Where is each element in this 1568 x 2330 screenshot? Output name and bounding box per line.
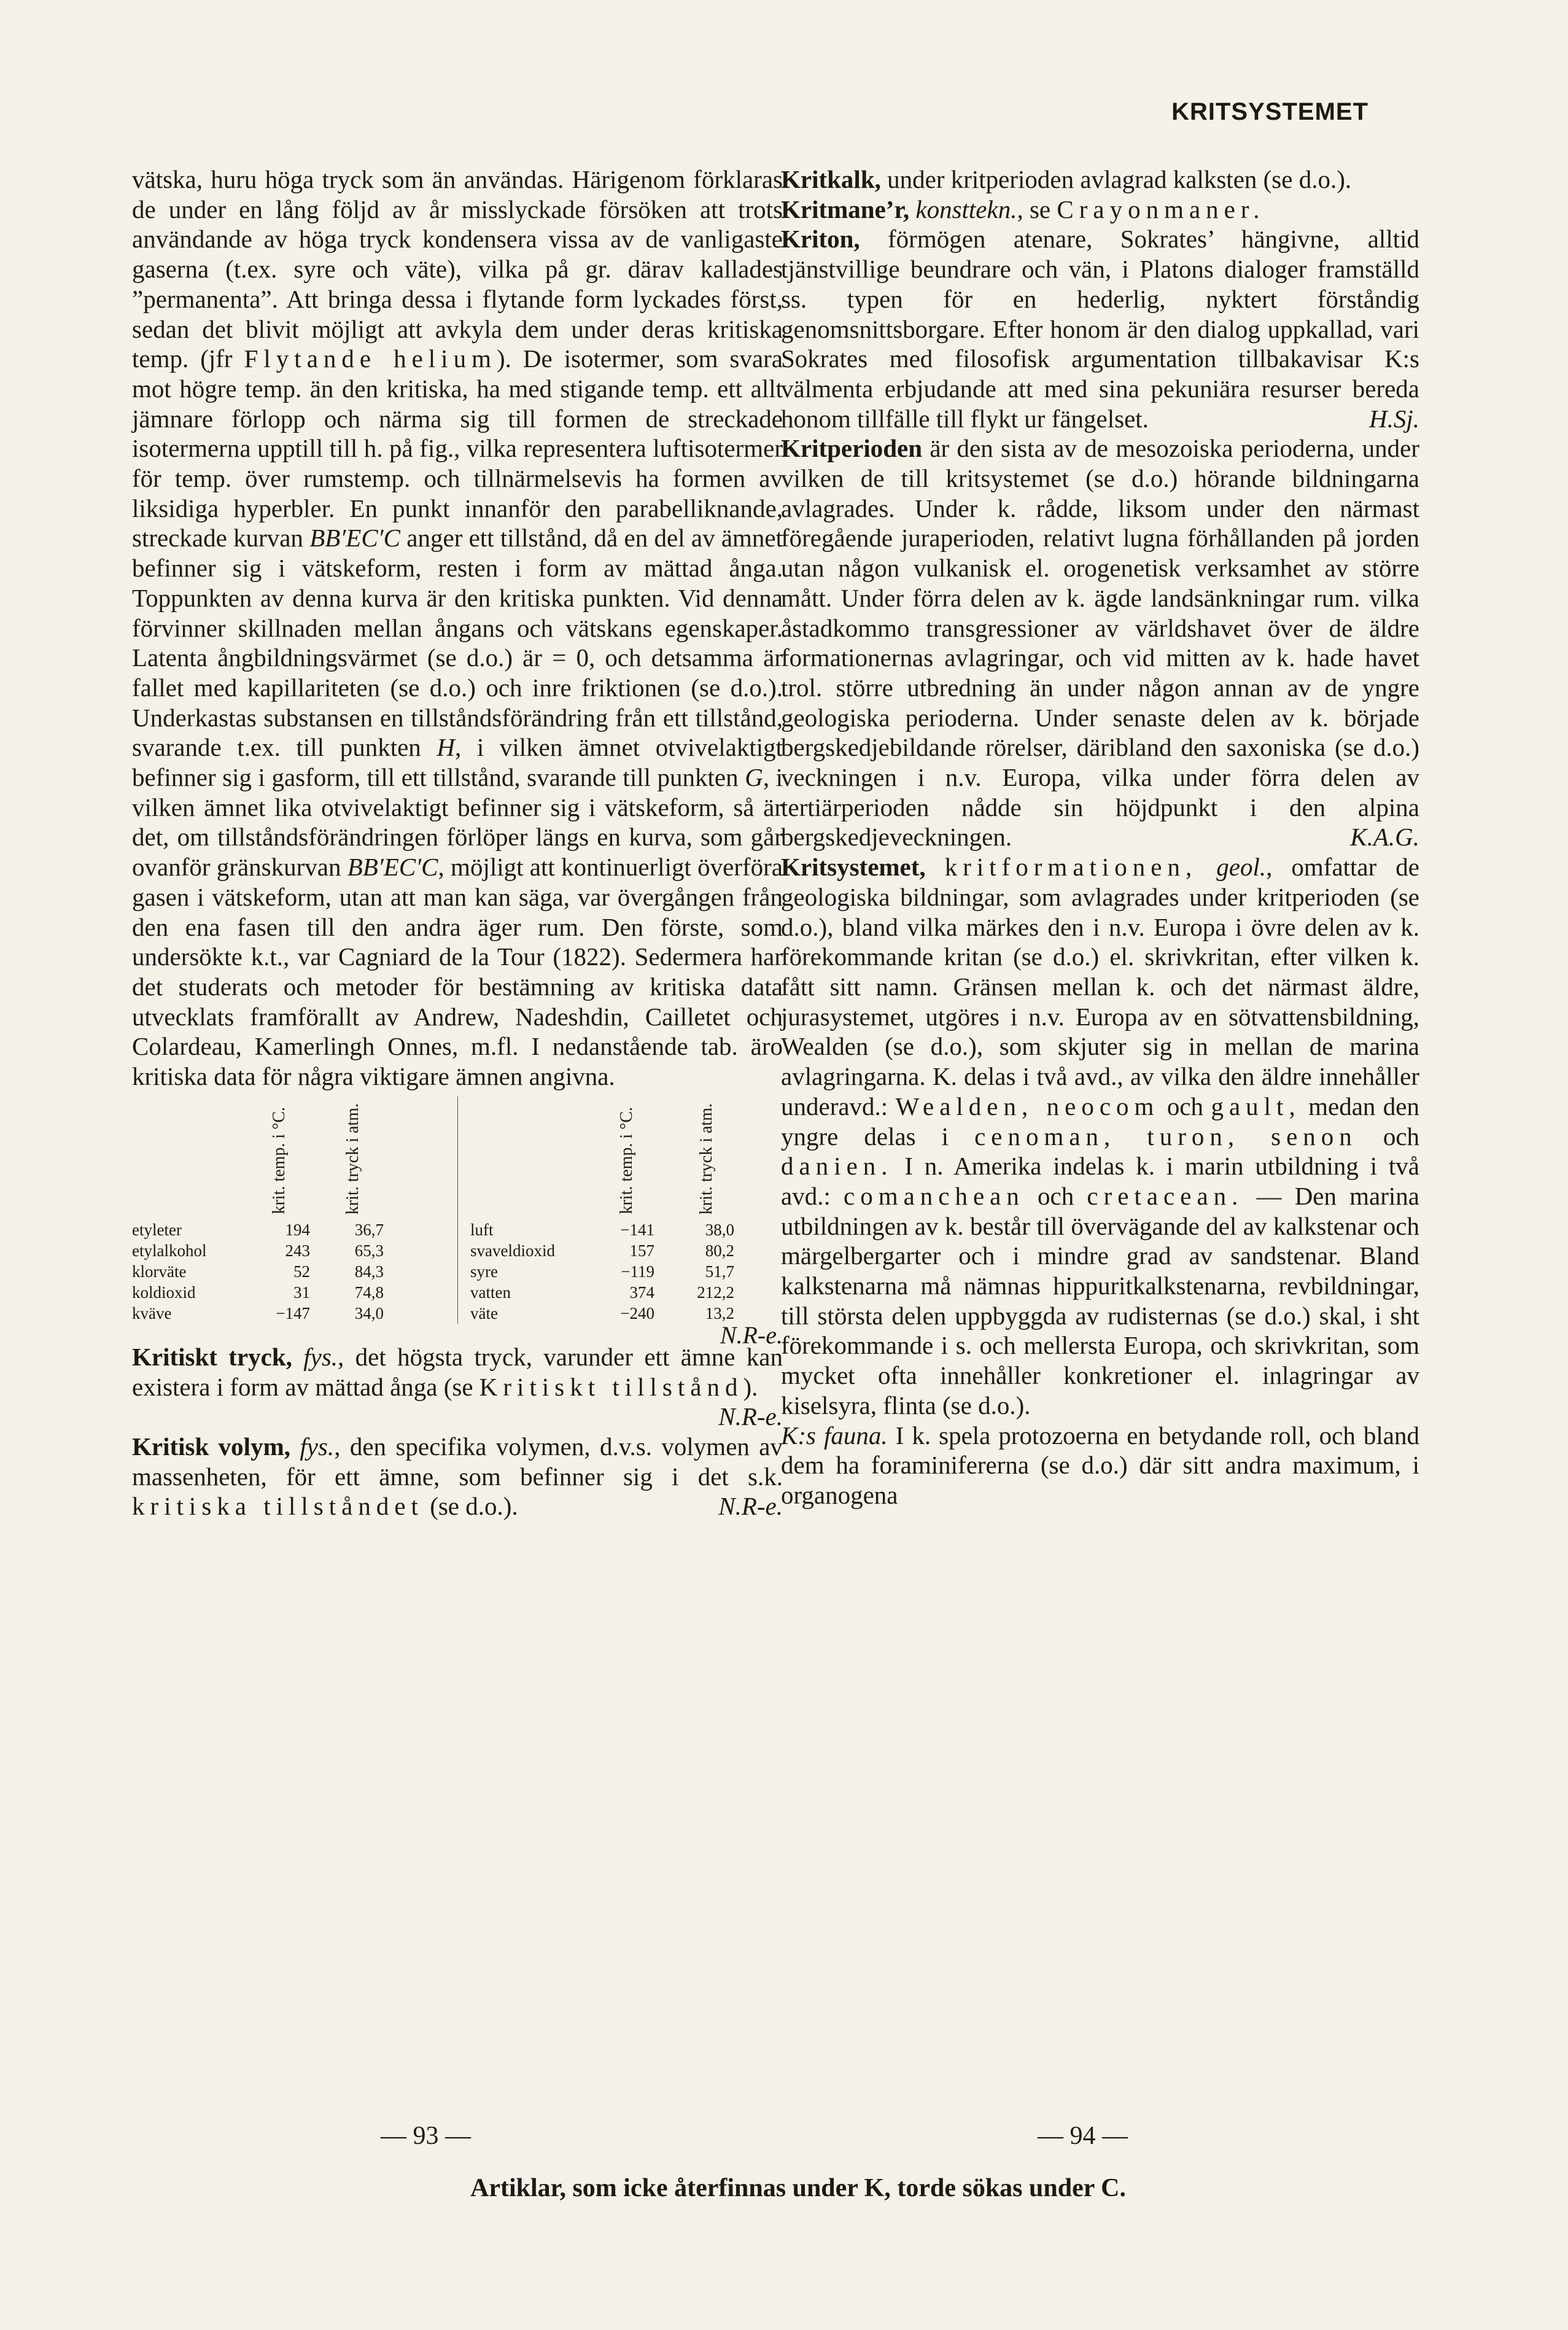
table-row: etyleter 194 36,7 xyxy=(132,1220,384,1239)
entry-kriton: Kriton, förmögen atenare, Sokrates’ hängivne, alltid tjänstvillige beundrare och vän, i Platons dialoger framställd ss. typen för en hederlig, nyktert förståndig genomsnittsborgare. Efter honom är den dialog uppkallad, vari Sokrates med filosofisk argumentation tillbakavisar K:s välmenta erbjudande att med sina pekuniära resurser bereda honom tillfälle till flykt ur fängelset. H.Sj. xyxy=(781,225,1419,433)
author-signature: K.A.G. xyxy=(1350,823,1419,852)
critical-data-table-1 xyxy=(132,1097,433,1324)
table-row: kväve −147 34,0 xyxy=(132,1303,384,1322)
right-column xyxy=(781,165,1419,1510)
critical-data-tables xyxy=(132,1097,783,1349)
table-row: väte −240 13,2 xyxy=(470,1303,734,1322)
entry-kritiskt-tryck: Kritiskt tryck, fys., det högsta tryck, varunder ett ämne kan existera i form av mättad ånga (se Kritiskt tillstånd). N.R-e. xyxy=(132,1342,783,1431)
entry-fauna: K:s fauna. I k. spela protozoerna en betydande roll, och bland dem ha foraminifererna (se d.o.) där sitt andra maximum, i organogena xyxy=(781,1421,1420,1509)
left-column xyxy=(132,165,783,1521)
table-row: syre −119 51,7 xyxy=(470,1262,734,1281)
table-row: svaveldioxid 157 80,2 xyxy=(470,1241,734,1260)
column-header-pressure: krit. tryck i atm. xyxy=(697,1103,716,1214)
left-paragraph: vätska, huru höga tryck som än användas. Härigenom förklaras de under en lång följd av år misslyckade försöken att trots användande av höga tryck kondensera vissa av de vanligaste gaserna (t.ex. syre och väte), vilka på gr. därav kallades ”permanenta”. Att bringa dessa i flytande form lyckades först, sedan det blivit möjligt att avkyla dem under deras kritiska temp. (jfr Flytande helium). De isotermer, som svara mot högre temp. än den kritiska, ha med stigande temp. ett allt jämnare förlopp och närma sig till formen de streckade isotermerna upptill till h. på fig., vilka representera luftisotermer för temp. över rumstemp. och tillnärmelsevis ha formen av liksidiga hyperbler. En punkt innanför den parabelliknande, streckade kurvan BB′EC′C anger ett tillstånd, då en del av ämnet befinner sig i vätskeform, resten i form av mättad ånga. Toppunkten av denna kurva är den kritiska punkten. Vid denna förvinner skillnaden mellan ångans och vätskans egenskaper. Latenta ångbildningsvärmet (se d.o.) är = 0, och detsamma är fallet med kapillariteten (se d.o.) och inre friktionen (se d.o.). Underkastas substansen en tillståndsförändring från ett tillstånd, svarande t.ex. till punkten H, i vilken ämnet otvivelaktigt befinner sig i gasform, till ett tillstånd, svarande till punkten G, i vilken ämnet lika otvivelaktigt befinner sig i vätskeform, så är det, om tillståndsförändringen förlöper längs en kurva, som går ovanför gränskurvan BB′EC′C, möjligt att kontinuerligt överföra gasen i vätskeform, utan att man kan säga, var övergången från den ena fasen till den andra äger rum. Den förste, som undersökte k.t., var Cagniard de la Tour (1822). Sedermera har det studerats och metoder för bestämning av kritiska data utvecklats framförallt av Andrew, Nadeshdin, Cailletet och Colardeau, Kamerlingh Onnes, m.fl. I nedanstående tab. äro kritiska data för några viktigare ämnen angivna. xyxy=(132,165,783,1091)
table-row: vatten 374 212,2 xyxy=(470,1283,734,1302)
column-header-temp: krit. temp. i °C. xyxy=(617,1107,636,1214)
running-head: KRITSYSTEMET xyxy=(1171,98,1368,125)
entry-kritperioden: Kritperioden är den sista av de mesozoiska perioderna, under vilken de till kritsystemet (se d.o.) hörande bildningarna avlagrades. Under k. rådde, liksom under den närmast föregående juraperioden, relativt lugna förhållanden på jorden utan någon vulkanisk el. orogenetisk verksamhet av större mått. Under förra delen av k. ägde landsänkningar rum. vilka åstadkommo transgressioner av världshavet över de äldre formationernas avlagringar, och vid mitten av k. hade havet trol. större utbredning än under någon annan av de yngre geologiska perioderna. Under senaste delen av k. började bergskedjebildande rörelser, däribland den saxoniska (se d.o.) veckningen i n.v. Europa, vilka under förra delen av tertiärperioden nådde sin höjdpunkt i den alpina bergskedjeveckningen. K.A.G. xyxy=(781,434,1420,852)
page-number-left: — 93 — xyxy=(381,2122,471,2150)
page-number-right: — 94 — xyxy=(1038,2122,1128,2150)
entry-kritisk-volym: Kritisk volym, fys., den specifika volymen, d.v.s. volymen av massenheten, för ett ämne, som befinner sig i det s.k. kritiska tillståndet (se d.o.). N.R-e. xyxy=(132,1432,783,1521)
table-signature: N.R-e. xyxy=(720,1321,783,1349)
column-header-temp: krit. temp. i °C. xyxy=(270,1107,289,1214)
author-signature: H.Sj. xyxy=(1369,404,1419,433)
footer-note: Artiklar, som icke återfinnas under K, torde sökas under C. xyxy=(470,2174,1126,2202)
entry-kritsystemet: Kritsystemet, kritformationen, geol., omfattar de geologiska bildningar, som avlagrades under kritperioden (se d.o.), bland vilka märkes den i n.v. Europa i övre delen av k. förekommande kritan (se d.o.) el. skrivkritan, efter vilken k. fått sitt namn. Gränsen mellan k. och det närmast äldre, jurasystemet, utgöres i n.v. Europa av en sötvattensbildning, Wealden (se d.o.), som skjuter sig in mellan de marina avlagringarna. K. delas i två avd., av vilka den äldre innehåller underavd.: Wealden, neocom och gault, medan den yngre delas i cenoman, turon, senon och danien. I n. Amerika indelas k. i marin utbildning i två avd.: comanchean och cretacean. — Den marina utbildningen av k. består till övervägande del av kalkstenar och märgelbergarter och i mindre grad av sandstenar. Bland kalkstenarna må nämnas hippuritkalkstenarna, revbildningar, till största delen uppbyggda av rudisternas (se d.o.) skal, i sht förekommande i s. och mellersta Europa, och skrivkritan, som mycket ofta innehåller konkretioner el. inlagringar av kiselsyra, flinta (se d.o.). xyxy=(781,853,1420,1419)
table-row: koldioxid 31 74,8 xyxy=(132,1283,384,1302)
table-row: klorväte 52 84,3 xyxy=(132,1262,384,1281)
critical-data-table-2 xyxy=(457,1097,796,1324)
entry-kritmaner: Kritmane’r, konsttekn., se Crayonmaner. xyxy=(781,195,1265,223)
table-row: etylalkohol 243 65,3 xyxy=(132,1241,384,1260)
column-header-pressure: krit. tryck i atm. xyxy=(343,1103,362,1214)
entry-kritkalk: Kritkalk, under kritperioden avlagrad kalksten (se d.o.). xyxy=(781,165,1352,193)
author-signature: N.R-e. xyxy=(718,1402,783,1431)
table-row: luft −141 38,0 xyxy=(470,1220,734,1239)
author-signature: N.R-e. xyxy=(718,1492,783,1521)
